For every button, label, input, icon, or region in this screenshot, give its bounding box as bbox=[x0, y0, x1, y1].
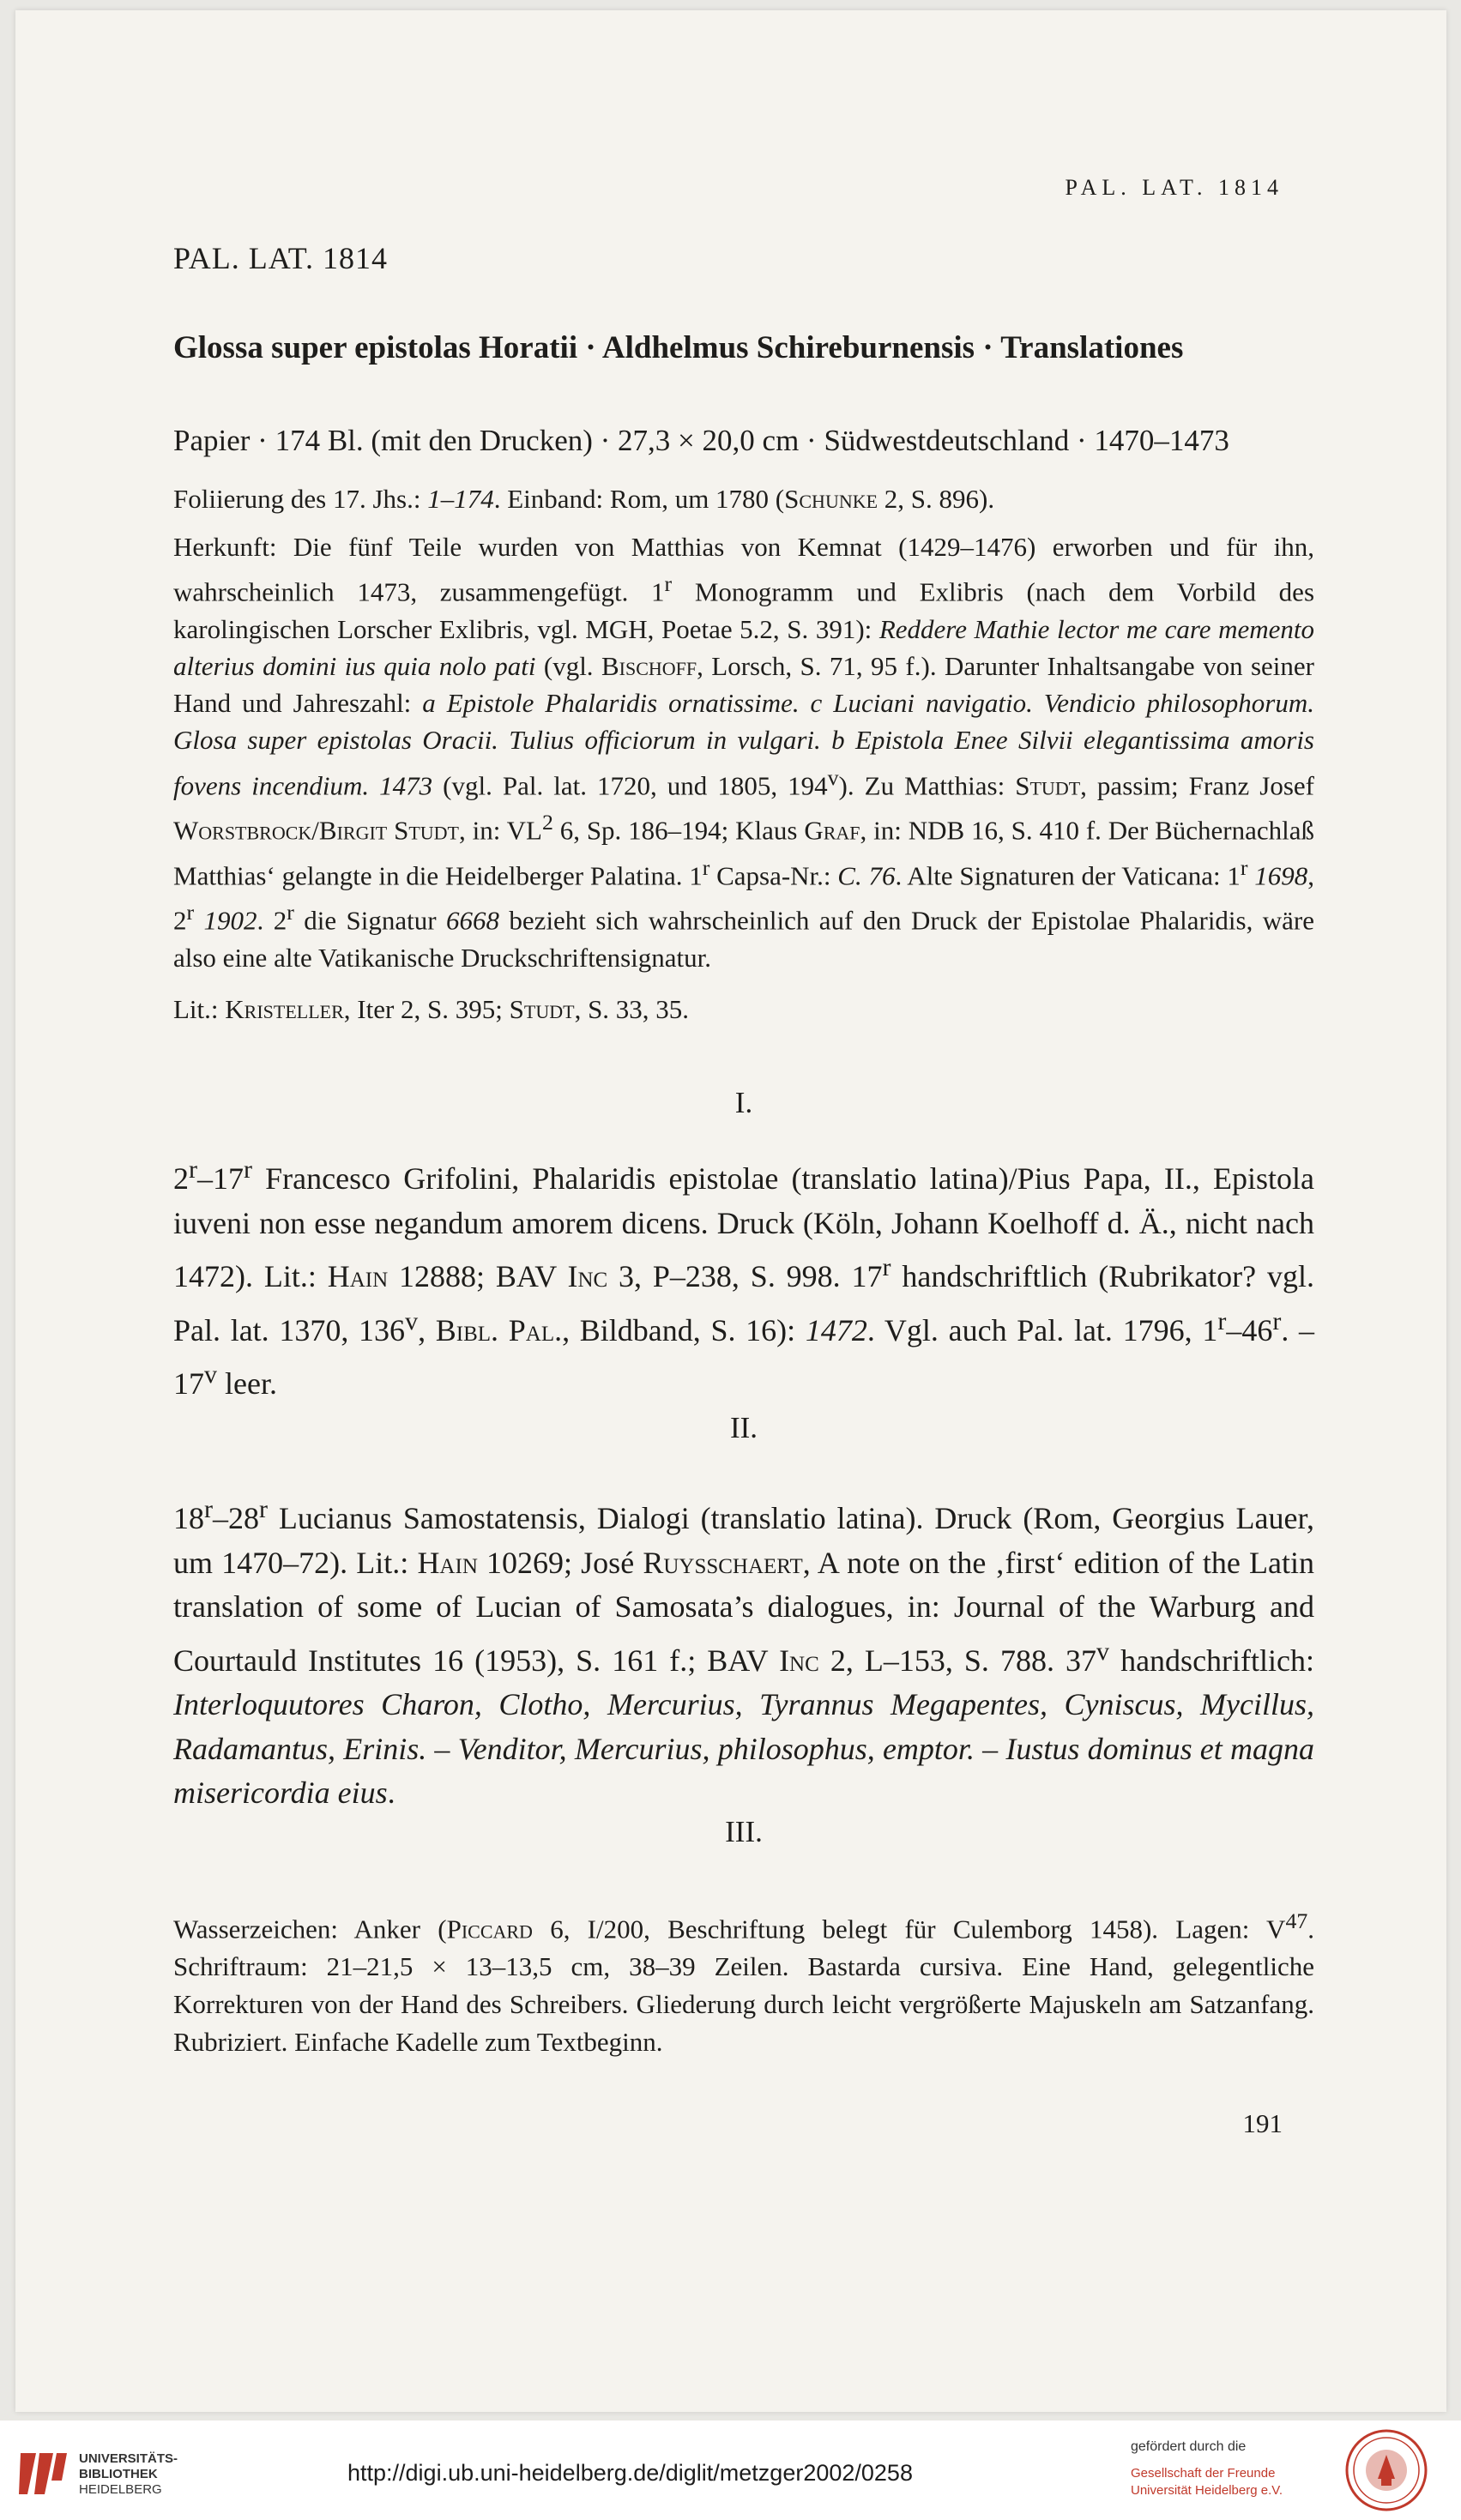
literature-line: Lit.: Kristeller, Iter 2, S. 395; Studt, S. 33, 35. bbox=[173, 994, 690, 1024]
physical-description: Papier · 174 Bl. (mit den Drucken) · 27,3 × 20,0 cm · Südwestdeutschland · 1470–1473 bbox=[173, 424, 1229, 457]
section-heading-I: I. bbox=[734, 1086, 753, 1119]
section-I-text: 2$^r$–17$^r$ Francesco Grifolini, Phalaridis epistolae (translatio latina)/Pius Papa, II., Epistola iuveni non esse negandum amorem dicens. Druck (Köln, Johann Koelhoff d. Ä., nicht nach 1472). Lit.: Hain 12888; BAV Inc 3, P–238, S. 998. 17$^r$ handschriftlich (Rubrikator? vgl. Pal. lat. 1370, 136$^v$, Bibl. Pal., Bildband, S. 16): 1472. Vgl. auch Pal. lat. 1796, 1$^r$–46$^r$. – 17$^v$ leer. bbox=[173, 1155, 1315, 1401]
section-heading-III: III. bbox=[725, 1815, 763, 1848]
sponsor-name: Gesellschaft der Freunde Universität Heidelberg e.V. bbox=[1131, 2466, 1283, 2498]
section-III-text: Wasserzeichen: Anker (Piccard 6, I/200, Beschriftung belegt für Culemborg 1458). Lagen: $V^{47}$. Schriftraum: 21–21,5 × 13–13,5 cm, 38–39 Zeilen. Bastarda cursiva. Eine Hand, gelegentliche Korrekturen von der Hand des Schreibers. Gliederung durch leicht vergrößerte Majuskeln am Satzanfang. Rubriziert. Einfache Kadelle zum Textbeginn. bbox=[173, 1908, 1315, 2058]
document-page bbox=[15, 10, 1446, 2412]
sponsor-label: gefördert durch die bbox=[1131, 2439, 1247, 2454]
foliation-binding: Foliierung des 17. Jhs.: 1–174. Einband: Rom, um 1780 (Schunke 2, S. 896). bbox=[173, 484, 995, 514]
provenance-paragraph: Herkunft: Die fünf Teile wurden von Matthias von Kemnat (1429–1476) erworben und für ihn, wahrscheinlich 1473, zusammengefügt. 1$^r$ Monogramm und Exlibris (nach dem Vorbild des karolingischen Lorscher Exlibris, vgl. MGH, Poetae 5.2, S. 391): Reddere Mathie lector me care memento alterius domini ius quia nolo pati (vgl. Bischoff, Lorsch, S. 71, 95 f.). Darunter Inhaltsangabe von seiner Hand und Jahreszahl: a Epistole Phalaridis ornatissime. c Luciani navigatio. Vendicio philosophorum. Glosa super epistolas Oracii. Tulius officiorum in vulgari. b Epistola Enee Silvii elegantissima amoris fovens incendium. 1473 (vgl. Pal. lat. 1720, und 1805, 194$^v$). Zu Matthias: Studt, passim; Franz Josef Worstbrock/Birgit Studt, in: $VL^2$ 6, Sp. 186–194; Klaus Graf, in: NDB 16, S. 410 f. Der Büchernachlaß Matthias‘ gelangte in die Heidelberger Palatina. 1$^r$ Capsa-Nr.: C. 76. Alte Signaturen der Vaticana: 1$^r$ 1698, 2$^r$ 1902. 2$^r$ die Signatur 6668 bezieht sich wahrscheinlich auf den Druck der Epistolae Phalaridis, wäre also eine alte Vatikanische Druckschriftensignatur. bbox=[173, 532, 1315, 973]
manuscript-title: Glossa super epistolas Horatii · Aldhelmus Schireburnensis · Translationes bbox=[173, 330, 1184, 365]
ub-logo-icon bbox=[15, 2446, 70, 2505]
page-number: 191 bbox=[1242, 2108, 1283, 2138]
digitization-footer bbox=[0, 2421, 1461, 2520]
permalink-url[interactable]: http://digi.ub.uni-heidelberg.de/diglit/metzger2002/0258 bbox=[347, 2460, 913, 2486]
running-head: PAL. LAT. 1814 bbox=[1065, 175, 1283, 200]
university-seal-icon bbox=[1343, 2427, 1429, 2517]
section-heading-II: II. bbox=[729, 1411, 758, 1444]
section-II-text: 18$^r$–28$^r$ Lucianus Samostatensis, Dialogi (translatio latina). Druck (Rom, Georgius Lauer, um 1470–72). Lit.: Hain 10269; José Ruysschaert, A note on the ‚first‘ edition of the Latin translation of some of Lucian of Samosata’s dialogues, in: Journal of the Warburg and Courtauld Institutes 16 (1953), S. 161 f.; BAV Inc 2, L–153, S. 788. 37$^v$ handschriftlich: Interloquutores Charon, Clotho, Mercurius, Tyrannus Megapentes, Cyniscus, Mycillus, Radamantus, Erinis. – Venditor, Mercurius, philosophus, emptor. – Iustus dominus et magna misericordia eius. bbox=[173, 1495, 1315, 1810]
ub-name: UNIVERSITÄTS- BIBLIOTHEK HEIDELBERG bbox=[79, 2451, 178, 2497]
shelfmark: PAL. LAT. 1814 bbox=[173, 241, 389, 275]
